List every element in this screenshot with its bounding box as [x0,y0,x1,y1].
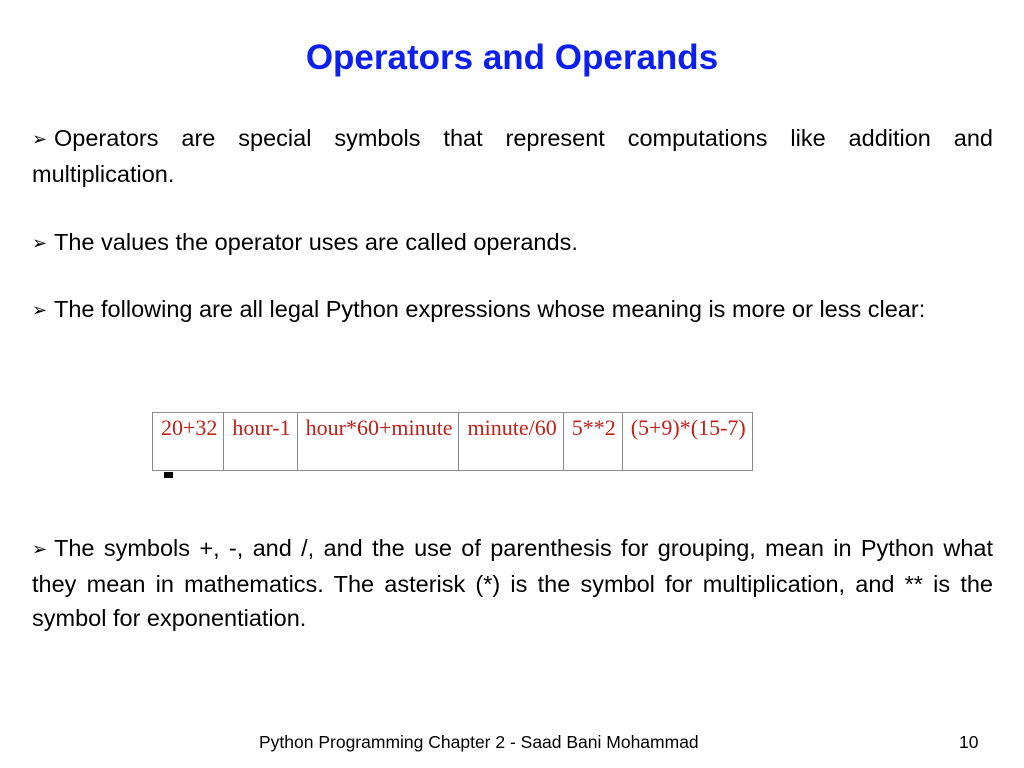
bullet-text: The following are all legal Python expressions whose meaning is more or less clear: [54,296,926,322]
expressions-table [152,412,753,471]
slide-footer: Python Programming Chapter 2 - Saad Bani Mohammad [259,732,699,752]
stray-dash-mark [164,472,173,478]
bullet-paragraph-expressions [32,292,993,328]
expression-cell: minute/60 [459,413,563,471]
arrow-bullet-icon: ➢ [32,233,48,254]
expression-cell: (5+9)*(15-7) [622,413,752,471]
expression-cell: 5**2 [563,413,622,471]
slide-title: Operators and Operands [305,38,719,77]
expression-cell: hour-1 [224,413,297,471]
bullet-text: The symbols +, -, and /, and the use of parenthesis for grouping, mean in Python what they mean in mathematics. The asterisk (*) is the symbol for multiplication, and ** is the symbol for exponentiation. [32,535,993,631]
arrow-bullet-icon: ➢ [32,300,48,321]
arrow-bullet-icon: ➢ [32,129,48,150]
bullet-paragraph-operands [32,225,993,261]
page-number: 10 [959,732,979,752]
bullet-paragraph-symbols [32,531,993,635]
expression-cell: hour*60+minute [297,413,459,471]
expression-cell: 20+32 [153,413,224,471]
bullet-text: The values the operator uses are called operands. [54,229,578,255]
bullet-paragraph-operators [32,121,993,191]
bullet-text: Operators are special symbols that represent computations like addition and multiplication. [32,125,993,187]
arrow-bullet-icon: ➢ [32,539,48,560]
table-row [153,413,753,471]
